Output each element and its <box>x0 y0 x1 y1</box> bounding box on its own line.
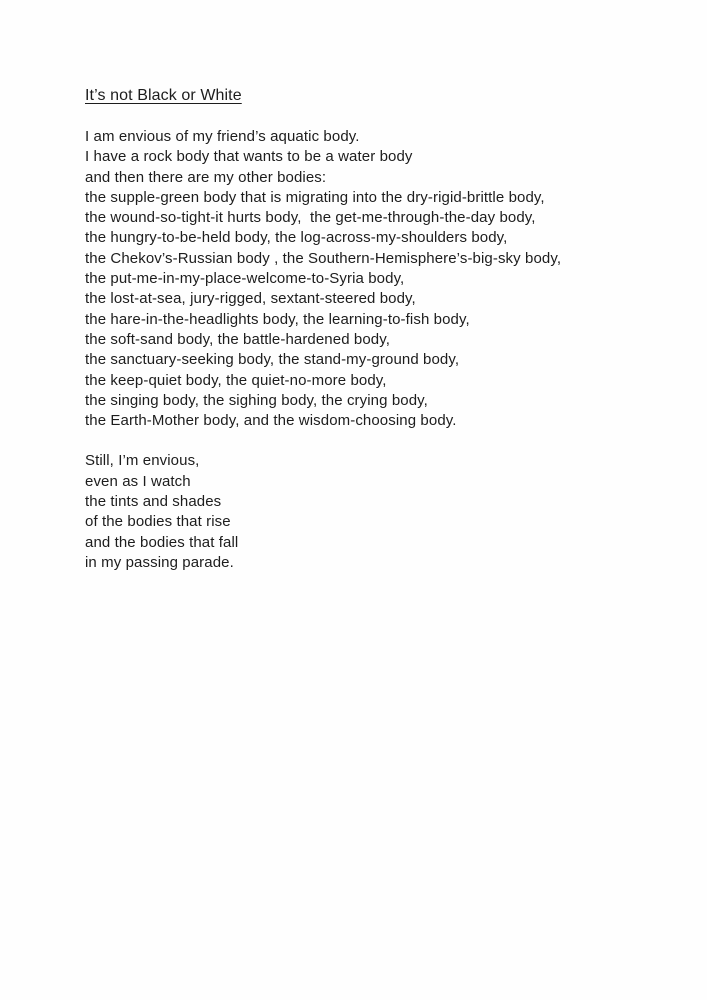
poem-line: I have a rock body that wants to be a water body <box>85 148 413 166</box>
poem-line: the put-me-in-my-place-welcome-to-Syria body, <box>85 270 405 288</box>
poem-line: the wound-so-tight-it hurts body, the get-me-through-the-day body, <box>85 209 536 227</box>
poem-line: the soft-sand body, the battle-hardened body, <box>85 330 390 348</box>
poem-line: Still, I’m envious, <box>85 452 200 470</box>
poem-line: the hare-in-the-headlights body, the learning-to-fish body, <box>85 310 470 328</box>
poem-line: and then there are my other bodies: <box>85 168 327 186</box>
poem-title: It’s not Black or White <box>85 87 242 104</box>
poem-line: the sanctuary-seeking body, the stand-my-ground body, <box>85 351 460 369</box>
poem-line: of the bodies that rise <box>85 513 231 531</box>
poem-line: and the bodies that fall <box>85 533 239 551</box>
poem-line: even as I watch <box>85 472 191 490</box>
poem-line: the Earth-Mother body, and the wisdom-choosing body. <box>85 412 457 430</box>
poem-line: the supple-green body that is migrating into the dry-rigid-brittle body, <box>85 188 545 206</box>
poem-line: the tints and shades <box>85 493 222 511</box>
poem-line: the hungry-to-be-held body, the log-across-my-shoulders body, <box>85 229 508 247</box>
poem-line: the lost-at-sea, jury-rigged, sextant-steered body, <box>85 290 416 308</box>
poem-line: in my passing parade. <box>85 553 234 571</box>
poem-line: the keep-quiet body, the quiet-no-more body, <box>85 371 387 389</box>
poem-stanza-2 <box>85 451 647 573</box>
poem-line: the singing body, the sighing body, the crying body, <box>85 391 428 409</box>
poem-stanza-1 <box>85 127 647 431</box>
poem-line: the Chekov’s-Russian body , the Southern-Hemisphere’s-big-sky body, <box>85 249 562 267</box>
poem-line: I am envious of my friend’s aquatic body. <box>85 128 360 145</box>
